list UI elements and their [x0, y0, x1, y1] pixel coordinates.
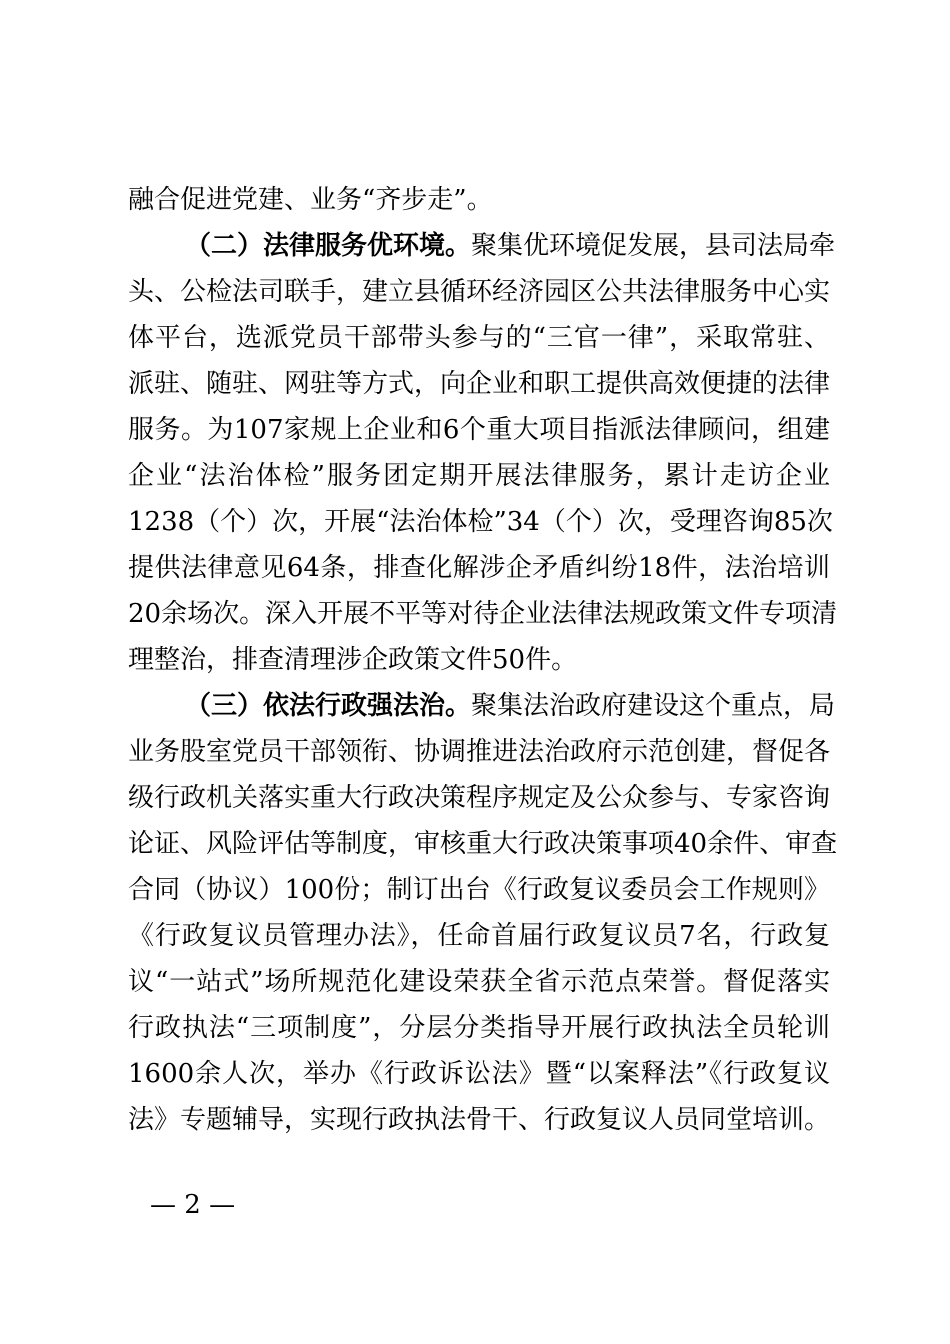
paragraph-line: 法》专题辅导，实现行政执法骨干、行政复议人员同堂培训。 [128, 1105, 831, 1135]
paragraph-line: 体平台，选派党员干部带头参与的“三官一律”，采取常驻、 [128, 323, 830, 353]
paragraph-line: 服务。为107家规上企业和6个重大项目指派法律顾问，组建 [128, 415, 830, 445]
paragraph-line: 20余场次。深入开展不平等对待企业法律法规政策文件专项清 [128, 599, 838, 629]
paragraph-line: 派驻、随驻、网驻等方式，向企业和职工提供高效便捷的法律 [128, 369, 831, 399]
paragraph-first-line [185, 686, 836, 726]
paragraph-line: 论证、风险评估等制度，审核重大行政决策事项40余件、审查 [128, 829, 838, 859]
paragraph-line: 级行政机关落实重大行政决策程序规定及公众参与、专家咨询 [128, 783, 831, 813]
paragraph-line: 企业“法治体检”服务团定期开展法律服务，累计走访企业 [128, 461, 830, 491]
paragraph-line: 合同（协议）100份；制订出台《行政复议委员会工作规则》 [128, 875, 830, 905]
paragraph-line: 议“一站式”场所规范化建设荣获全省示范点荣誉。督促落实 [128, 967, 830, 997]
paragraph-line: 1600余人次，举办《行政诉讼法》暨“以案释法”《行政复议 [128, 1059, 830, 1089]
paragraph-line: 头、公检法司联手，建立县循环经济园区公共法律服务中心实 [128, 277, 831, 307]
paragraph-text: 聚集优环境促发展，县司法局牵 [471, 231, 836, 261]
paragraph-line: 业务股室党员干部领衔、协调推进法治政府示范创建，督促各 [128, 737, 831, 767]
paragraph-line: 融合促进党建、业务“齐步走”。 [128, 185, 493, 215]
paragraph-first-line [185, 226, 836, 266]
paragraph-line: 提供法律意见64条，排查化解涉企矛盾纠纷18件，法治培训 [128, 553, 830, 583]
paragraph-line: 1238（个）次，开展“法治体检”34（个）次，受理咨询85次 [128, 507, 833, 537]
paragraph-line: 行政执法“三项制度”，分层分类指导开展行政执法全员轮训 [128, 1013, 830, 1043]
section-heading: （二）法律服务优环境。 [185, 231, 472, 261]
page-number: — 2 — [150, 1190, 236, 1220]
paragraph-line: 理整治，排查清理涉企政策文件50件。 [128, 645, 578, 675]
paragraph-line: 《行政复议员管理办法》，任命首届行政复议员7名，行政复 [128, 921, 830, 951]
section-heading: （三）依法行政强法治。 [185, 691, 472, 721]
paragraph-text: 聚集法治政府建设这个重点，局 [471, 691, 836, 721]
